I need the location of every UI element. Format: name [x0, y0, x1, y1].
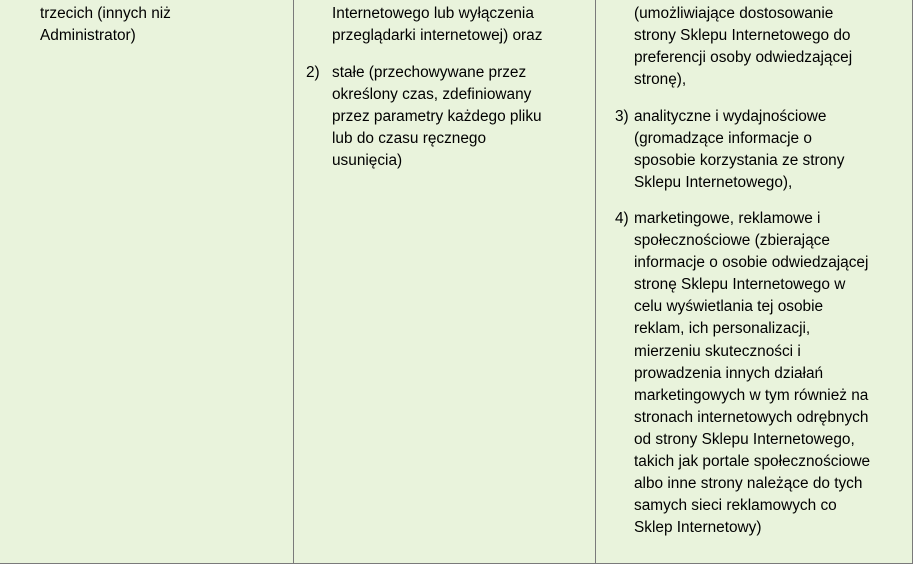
text-line: celu wyświetlania tej osobie [634, 298, 824, 316]
table-cell-column-3 [595, 0, 912, 563]
text-line: określony czas, zdefiniowany [332, 86, 532, 104]
text-line: od strony Sklepu Internetowego, [634, 430, 855, 448]
text-line: Administrator) [40, 27, 136, 45]
text-line: marketingowych w tym również na [634, 386, 869, 404]
text-line: Internetowego lub wyłączenia [332, 5, 534, 22]
text-line: stronach internetowych odrębnych [634, 408, 869, 426]
list-item-number: 3) [615, 108, 629, 125]
table-cell-column-2 [293, 0, 596, 563]
text-line: stałe (przechowywane przez [332, 64, 527, 81]
text-line: przeglądarki internetowej) oraz [332, 27, 543, 45]
text-line: stronę Sklepu Internetowego w [634, 276, 846, 294]
text-line: reklam, ich personalizacji, [634, 320, 811, 338]
text-line: albo inne strony należące do tych [634, 475, 863, 493]
continued-list-text [332, 3, 542, 47]
text-line: trzecich (innych niż [40, 5, 171, 22]
text-line: prowadzenia innych działań [634, 364, 824, 382]
text-line: stronę), [634, 71, 687, 89]
text-line: takich jak portale społecznościowe [634, 453, 871, 471]
table-cell-column-1 [0, 0, 293, 563]
text-line: strony Sklepu Internetowego do [634, 27, 851, 45]
list-item-text [634, 208, 870, 539]
text-line: marketingowe, reklamowe i [634, 210, 821, 227]
text-line: mierzeniu skuteczności i [634, 342, 801, 360]
text-line: sposobie korzystania ze strony [634, 152, 845, 170]
text-line: przez parametry każdego pliku [332, 108, 542, 126]
text-line: (umożliwiające dostosowanie [634, 5, 834, 22]
list-item-number: 2) [306, 64, 320, 81]
list-item-number: 4) [615, 210, 629, 227]
text-line: informacje o osobie odwiedzającej [634, 254, 869, 272]
text-line: Sklepu Internetowego), [634, 174, 793, 192]
cell-text [40, 3, 171, 47]
text-line: społecznościowe (zbierające [634, 232, 830, 250]
text-line: (gromadzące informacje o [634, 130, 812, 148]
text-line: usunięcia) [332, 152, 403, 170]
text-line: lub do czasu ręcznego [332, 130, 487, 148]
text-line: samych sieci reklamowych co [634, 497, 837, 515]
continued-list-text [634, 3, 852, 91]
list-item-text [332, 62, 542, 172]
text-line: analityczne i wydajnościowe [634, 108, 827, 125]
text-line: preferencji osoby odwiedzającej [634, 49, 853, 67]
text-line: Sklep Internetowy) [634, 519, 762, 537]
list-item-text [634, 106, 844, 194]
